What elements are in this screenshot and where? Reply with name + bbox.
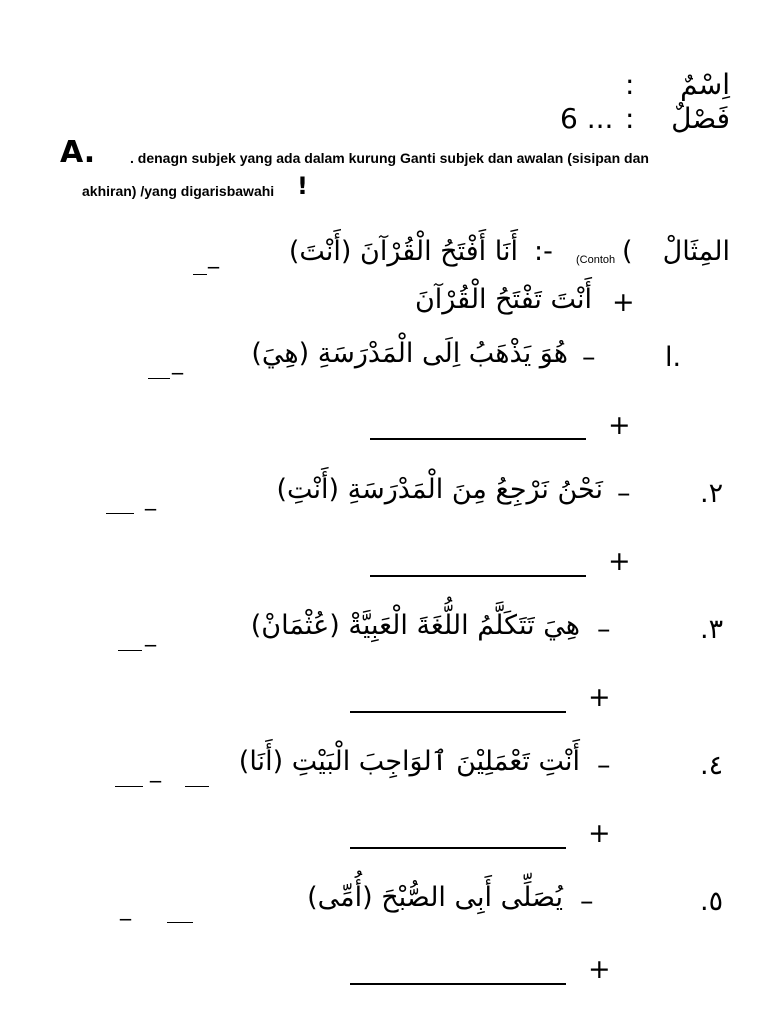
item-5-answer-line[interactable] [350,983,566,985]
item-3-blank: _ [145,622,156,647]
example-blank: _ [208,244,219,269]
item-4-dash: – [597,750,611,781]
item-2-dash: – [617,478,631,509]
item-2-sentence: نَحْنُ نَرْجِعُ مِنَ الْمَدْرَسَةِ (أَنْتِ) [276,474,603,505]
name-label: اِسْمٌ [680,68,730,101]
item-4-sentence: أَنْتِ تَعْمَلِيْنَ ٱلوَاجِبَ الْبَيْتِ (أَنَا) [238,746,580,777]
item-5-dash: – [580,886,594,917]
instruction-mark: ! [297,172,308,200]
item-5-sentence: يُصَلِّى أَبِى الصُّبْحَ (أُمِّى) [307,882,563,913]
item-1-blank-line [148,378,170,379]
example-answer: أَنْتَ تَفْتَحُ الْقُرْآنَ [414,284,592,315]
item-3-plus: + [588,682,611,713]
item-3-blank-line [118,650,142,651]
example-label: المِثَالْ [662,236,730,267]
item-4-plus: + [588,818,611,849]
class-colon: : [625,102,635,135]
item-1-blank: _ [172,350,183,375]
item-1-plus: + [608,410,631,441]
class-value: 6 ... [560,102,614,135]
item-1-dash: – [582,342,596,373]
item-3-answer-line[interactable] [350,711,566,713]
item-2-blank-line [106,513,134,514]
item-4-number: .٤ [700,750,724,781]
section-letter: A. [60,135,96,170]
instruction-line-2: akhiran) /yang digarisbawahi [82,183,275,199]
item-5-blank: _ [120,896,131,921]
item-1-number: ا. [665,342,682,373]
example-contoh: (Contoh [576,254,616,266]
example-blank-line [193,274,207,275]
item-2-answer-line[interactable] [370,575,586,577]
example-sentence: أَنَا أَفْتَحُ الْقُرْآنَ (أَنْتَ) [288,236,518,267]
item-5-plus: + [588,954,611,985]
item-4-blank-line-2 [185,786,209,787]
item-2-plus: + [608,546,631,577]
item-1-sentence: هُوَ يَذْهَبُ اِلَى الْمَدْرَسَةِ (هِيَ) [251,338,568,369]
item-4-blank: _ [150,758,161,783]
item-3-sentence: هِيَ تَتَكَلَّمُ اللُّغَةَ الْعَبِيَّةْ (عُثْمَانْ) [250,610,580,641]
item-1-answer-line[interactable] [370,438,586,440]
item-5-number: .٥ [700,886,724,917]
name-colon: : [625,68,635,101]
item-3-dash: – [597,614,611,645]
example-answer-plus: + [612,287,635,318]
item-4-answer-line[interactable] [350,847,566,849]
item-2-number: .٢ [700,478,724,509]
item-5-blank-line [167,922,193,923]
item-2-blank: _ [145,486,156,511]
class-label: فَصْلٌ [671,102,730,135]
item-4-blank-line [115,786,143,787]
example-paren: ( [622,236,633,267]
instruction-line-1: . denagn subjek yang ada dalam kurung Ganti subjek dan awalan (sisipan dan [130,150,649,166]
item-3-number: .٣ [700,614,724,645]
example-separator: :- [534,236,553,267]
